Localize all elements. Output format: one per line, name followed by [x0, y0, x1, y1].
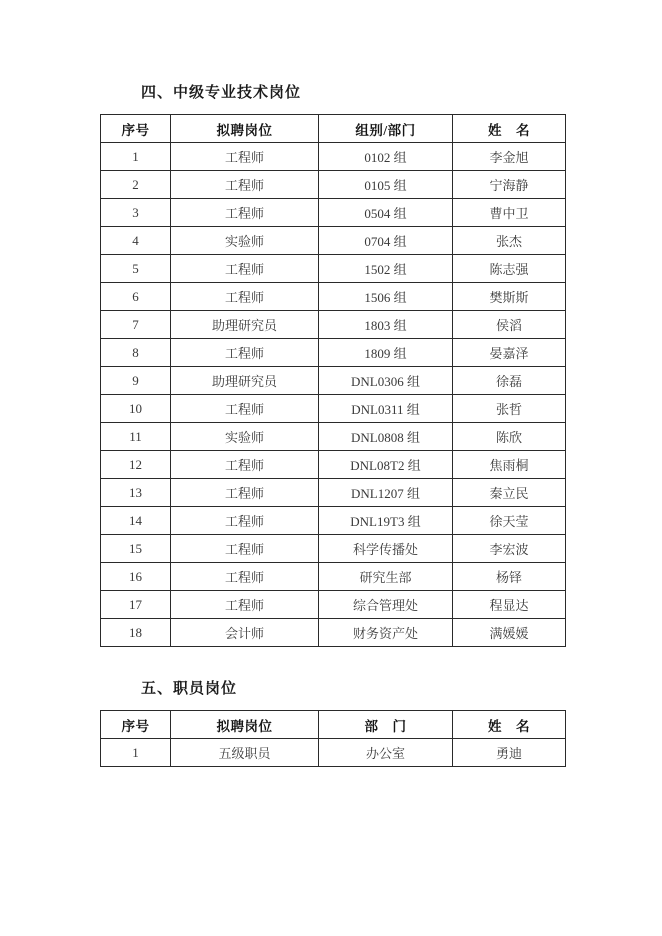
table-cell: 3 — [101, 199, 171, 227]
table-row — [101, 563, 566, 591]
table-row — [101, 535, 566, 563]
table-cell: 11 — [101, 423, 171, 451]
table-cell: DNL0808 组 — [319, 423, 453, 451]
table-cell: 会计师 — [171, 619, 319, 647]
table-cell: 综合管理处 — [319, 591, 453, 619]
column-header-department: 部 门 — [319, 711, 453, 739]
table-cell: 0504 组 — [319, 199, 453, 227]
table-body — [101, 739, 566, 767]
table-cell: 工程师 — [171, 507, 319, 535]
table-row — [101, 311, 566, 339]
column-header-name: 姓 名 — [453, 711, 566, 739]
table-cell: DNL08T2 组 — [319, 451, 453, 479]
table-cell: 五级职员 — [171, 739, 319, 767]
table-cell: 工程师 — [171, 535, 319, 563]
table-cell: 助理研究员 — [171, 311, 319, 339]
table-cell: 工程师 — [171, 143, 319, 171]
table-cell: 7 — [101, 311, 171, 339]
table-cell: 5 — [101, 255, 171, 283]
table-cell: DNL19T3 组 — [319, 507, 453, 535]
table-cell: 科学传播处 — [319, 535, 453, 563]
table-row — [101, 395, 566, 423]
table-cell: 程显达 — [453, 591, 566, 619]
table-row — [101, 199, 566, 227]
table-cell: 工程师 — [171, 563, 319, 591]
table-cell: 16 — [101, 563, 171, 591]
table-cell: 张哲 — [453, 395, 566, 423]
table-cell: 秦立民 — [453, 479, 566, 507]
column-header-position: 拟聘岗位 — [171, 115, 319, 143]
table-row — [101, 507, 566, 535]
table-cell: 2 — [101, 171, 171, 199]
table-cell: 办公室 — [319, 739, 453, 767]
table-cell: 李宏波 — [453, 535, 566, 563]
table-cell: 工程师 — [171, 199, 319, 227]
table-cell: 实验师 — [171, 227, 319, 255]
table-cell: 12 — [101, 451, 171, 479]
table-cell: 4 — [101, 227, 171, 255]
table-row — [101, 255, 566, 283]
table-cell: 15 — [101, 535, 171, 563]
section-intermediate-technical-posts — [0, 84, 662, 647]
table-cell: 1803 组 — [319, 311, 453, 339]
table-cell: 工程师 — [171, 479, 319, 507]
table-cell: 8 — [101, 339, 171, 367]
table-row — [101, 227, 566, 255]
table-row — [101, 143, 566, 171]
column-header-group-department: 组别/部门 — [319, 115, 453, 143]
column-header-index: 序号 — [101, 115, 171, 143]
table-cell: 10 — [101, 395, 171, 423]
column-header-position: 拟聘岗位 — [171, 711, 319, 739]
table-cell: 杨铎 — [453, 563, 566, 591]
table-cell: 陈志强 — [453, 255, 566, 283]
table-cell: 财务资产处 — [319, 619, 453, 647]
table-cell: 0105 组 — [319, 171, 453, 199]
table-cell: 实验师 — [171, 423, 319, 451]
table-row — [101, 339, 566, 367]
column-header-name: 姓 名 — [453, 115, 566, 143]
table-cell: 李金旭 — [453, 143, 566, 171]
table-cell: 陈欣 — [453, 423, 566, 451]
table-cell: 宁海静 — [453, 171, 566, 199]
table-cell: 工程师 — [171, 451, 319, 479]
table-row — [101, 283, 566, 311]
table-cell: 0102 组 — [319, 143, 453, 171]
table-cell: 13 — [101, 479, 171, 507]
table-cell: 勇迪 — [453, 739, 566, 767]
table-cell: 9 — [101, 367, 171, 395]
table-body — [101, 143, 566, 647]
table-row — [101, 591, 566, 619]
table-row — [101, 367, 566, 395]
table-row — [101, 619, 566, 647]
table-cell: 工程师 — [171, 171, 319, 199]
table-cell: 工程师 — [171, 339, 319, 367]
table-cell: 6 — [101, 283, 171, 311]
table-cell: DNL1207 组 — [319, 479, 453, 507]
table-cell: 徐天莹 — [453, 507, 566, 535]
table-cell: 工程师 — [171, 283, 319, 311]
table-cell: 0704 组 — [319, 227, 453, 255]
table-cell: 14 — [101, 507, 171, 535]
table-cell: 1 — [101, 739, 171, 767]
table-header-row — [101, 711, 566, 739]
table-cell: 焦雨桐 — [453, 451, 566, 479]
table-cell: 工程师 — [171, 395, 319, 423]
table-cell: 徐磊 — [453, 367, 566, 395]
table-cell: 曹中卫 — [453, 199, 566, 227]
table-row — [101, 479, 566, 507]
intermediate-posts-table — [100, 114, 566, 647]
table-row — [101, 739, 566, 767]
table-cell: 1809 组 — [319, 339, 453, 367]
section-title-staff-posts: 五、职员岗位 — [141, 681, 238, 697]
table-cell: 1506 组 — [319, 283, 453, 311]
table-row — [101, 171, 566, 199]
table-cell: 18 — [101, 619, 171, 647]
section-staff-posts — [0, 680, 662, 767]
table-cell: 工程师 — [171, 255, 319, 283]
table-cell: 17 — [101, 591, 171, 619]
table-cell: 研究生部 — [319, 563, 453, 591]
column-header-index: 序号 — [101, 711, 171, 739]
table-row — [101, 423, 566, 451]
table-cell: DNL0306 组 — [319, 367, 453, 395]
table-cell: 张杰 — [453, 227, 566, 255]
section-title-intermediate-technical-posts: 四、中级专业技术岗位 — [141, 85, 302, 101]
table-header-row — [101, 115, 566, 143]
table-row — [101, 451, 566, 479]
table-cell: DNL0311 组 — [319, 395, 453, 423]
table-cell: 樊斯斯 — [453, 283, 566, 311]
table-cell: 工程师 — [171, 591, 319, 619]
table-cell: 晏嘉泽 — [453, 339, 566, 367]
table-cell: 满媛媛 — [453, 619, 566, 647]
table-cell: 1502 组 — [319, 255, 453, 283]
staff-posts-table — [100, 710, 566, 767]
table-cell: 1 — [101, 143, 171, 171]
table-cell: 侯滔 — [453, 311, 566, 339]
table-cell: 助理研究员 — [171, 367, 319, 395]
